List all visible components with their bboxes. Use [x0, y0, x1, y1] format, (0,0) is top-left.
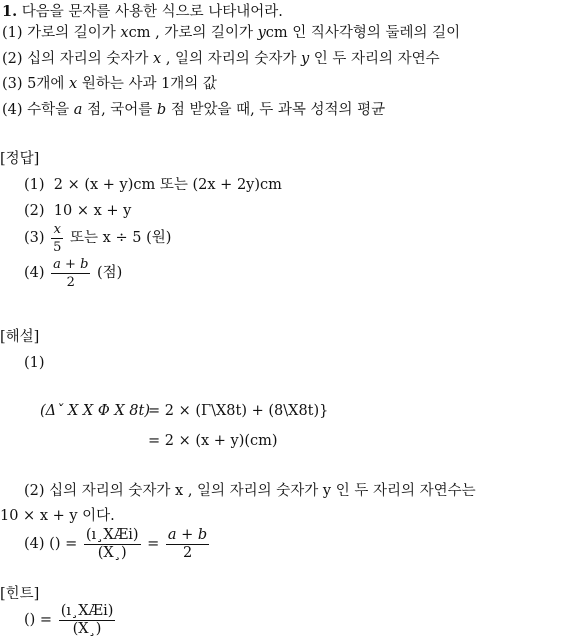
- fraction: [59, 603, 116, 638]
- explain-header: [해설]: [0, 329, 40, 345]
- hint-equation: [24, 600, 117, 640]
- fraction-numerator: x: [51, 221, 63, 239]
- item-number: (1): [2, 25, 23, 41]
- answer-or: 또는: [70, 230, 99, 246]
- unit: cm: [128, 25, 151, 41]
- equation-lhs: (Δˇ X X Φ X 8t): [40, 403, 150, 419]
- question-title: 다음을 문자를 사용한 식으로 나타내어라.: [21, 4, 283, 20]
- item-number: (4): [2, 102, 23, 118]
- answer-or: 또는: [159, 177, 188, 193]
- item-text: 5개에: [27, 76, 65, 92]
- equation-rhs-1: = 2 × (Γ\X8t) + (8\X8t)}: [148, 403, 329, 419]
- math-var: a: [73, 102, 83, 118]
- answer-expr: (2x + 2y)cm: [192, 177, 282, 193]
- fraction: [51, 221, 63, 256]
- equation-lhs: () =: [24, 612, 53, 628]
- fraction-denominator: (X¸): [72, 620, 102, 637]
- math-var: y: [257, 25, 266, 41]
- answer-header: [정답]: [0, 151, 40, 167]
- fraction-denominator: (X¸): [97, 544, 127, 561]
- fraction-numerator: (ı¸XÆi): [60, 602, 114, 619]
- answer-1: [24, 176, 282, 194]
- answer-expr: 2 × (x + y)cm: [53, 177, 156, 193]
- explain-item-2: (2) 십의 자리의 숫자가 x , 일의 자리의 숫자가 y 인 두 자리의 자연수는: [24, 483, 476, 499]
- question-item-4: [2, 101, 385, 119]
- question-item-2: [2, 50, 440, 68]
- explain-item-number: (1): [24, 355, 45, 371]
- explain-number: (4): [24, 536, 45, 552]
- item-text: 점 받았을 때, 두 과목 성적의 평균: [170, 102, 386, 118]
- item-text: , 일의 자리의 숫자가: [165, 51, 297, 67]
- answer-unit: (원): [146, 230, 172, 246]
- fraction-denominator: 2: [66, 274, 75, 290]
- equals-sign: =: [147, 536, 160, 552]
- fraction: [84, 527, 141, 562]
- answer-number: (4): [24, 265, 45, 281]
- unit: cm: [265, 25, 288, 41]
- answer-unit: (점): [97, 265, 123, 281]
- answer-number: (1): [24, 177, 45, 193]
- item-text: 십의 자리의 숫자가: [27, 51, 149, 67]
- item-text: 수학을: [27, 102, 70, 118]
- fraction-denominator: 2: [182, 544, 193, 561]
- answer-2: [24, 202, 131, 220]
- fraction: [166, 527, 209, 562]
- item-text: 점, 국어를: [87, 102, 153, 118]
- answer-expr: x ÷ 5: [102, 230, 142, 246]
- answer-number: (3): [24, 230, 45, 246]
- answer-number: (2): [24, 203, 45, 219]
- item-text: 원하는 사과 1개의 값: [81, 76, 217, 92]
- hint-header: [힌트]: [0, 586, 40, 602]
- answer-expr: 10 × x + y: [53, 203, 132, 219]
- question-item-3: [2, 75, 217, 93]
- item-text: 인 두 자리의 자연수: [313, 51, 440, 67]
- item-number: (2): [2, 51, 23, 67]
- fraction-denominator: 5: [53, 239, 62, 255]
- equation-lhs: () =: [49, 536, 78, 552]
- item-text: , 가로의 길이가: [155, 25, 253, 41]
- equation-rhs-2: = 2 × (x + y)(cm): [148, 433, 278, 449]
- item-text: 인 직사각형의 둘레의 길이: [292, 25, 461, 41]
- question-header: [2, 3, 283, 21]
- explain-item-4: [24, 524, 211, 564]
- item-number: (3): [2, 76, 23, 92]
- explain-item-2-cont: 10 × x + y 이다.: [0, 508, 115, 524]
- math-var: b: [156, 102, 167, 118]
- fraction-numerator: a + b: [167, 526, 208, 543]
- question-item-1: [2, 24, 460, 42]
- math-var: x: [69, 76, 78, 92]
- question-number: 1.: [2, 3, 18, 20]
- fraction-numerator: (ı¸XÆi): [85, 526, 139, 543]
- fraction-numerator: a + b: [53, 256, 89, 272]
- answer-4: [24, 254, 122, 292]
- fraction: [51, 256, 90, 291]
- math-var: x: [120, 25, 129, 41]
- item-text: 가로의 길이가: [27, 25, 116, 41]
- math-var: x: [153, 51, 162, 67]
- math-var: y: [300, 51, 310, 67]
- answer-3: [24, 220, 171, 256]
